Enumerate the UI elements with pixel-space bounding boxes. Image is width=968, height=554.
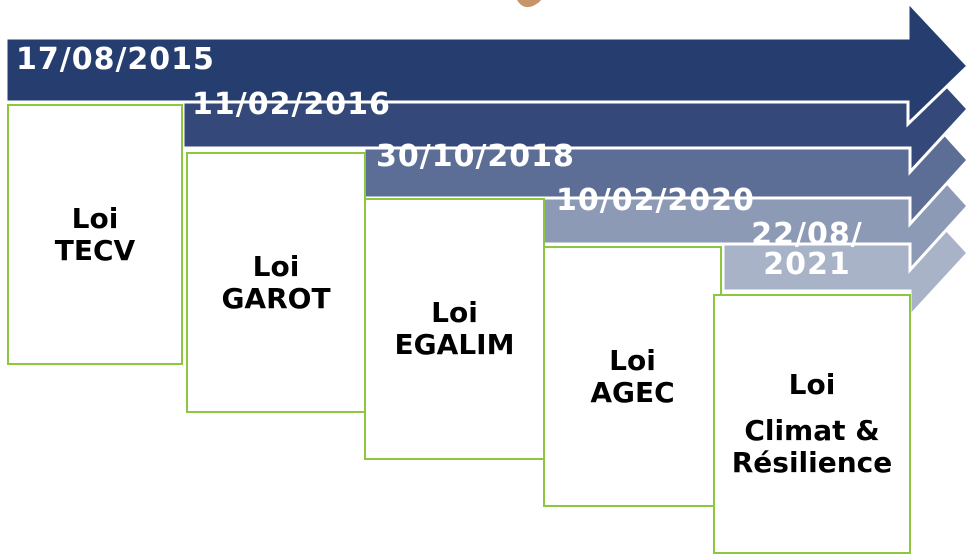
date-label-1: 17/08/2015 [16,42,215,77]
date-label-2: 11/02/2016 [192,87,391,122]
law-label-5: Loi [788,368,836,401]
law-name-2: GAROT [221,281,331,315]
law-name-5: Climat & Résilience [731,414,893,479]
law-box-5 [713,294,911,554]
law-box-3 [364,198,545,460]
law-box-3-content [395,297,515,361]
law-box-2-content [221,251,330,315]
law-box-1-content [55,203,135,267]
law-label-3: Loi [431,296,478,329]
law-name-3: EGALIM [394,328,515,361]
law-name-4: AGEC [590,375,675,409]
date-label-4: 10/02/2020 [556,183,755,218]
law-box-4 [543,246,722,507]
law-box-2 [186,152,366,413]
law-name-1: TECV [54,233,136,267]
law-label-2: Loi [252,249,300,283]
law-label-1: Loi [71,201,119,235]
law-box-4-content [590,345,674,409]
date-label-5: 22/08/ 2021 [751,217,863,282]
law-label-4: Loi [609,343,656,377]
law-box-5-content [717,369,907,479]
law-box-1 [7,104,183,365]
date-label-3: 30/10/2018 [376,139,575,174]
